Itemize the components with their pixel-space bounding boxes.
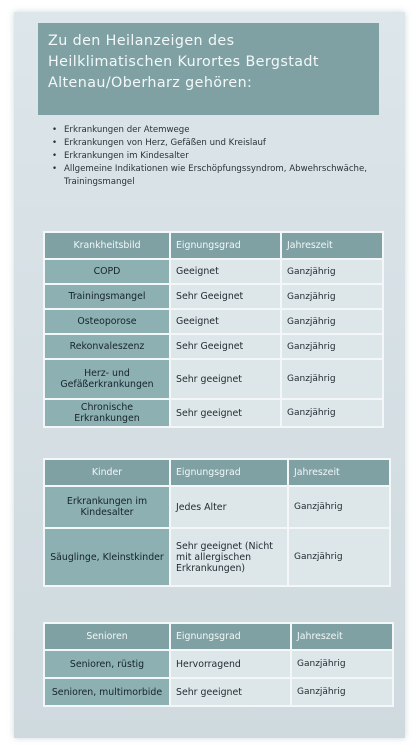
condition-cell: Osteoporose [44,309,170,334]
table-row [44,259,383,284]
column-header: Senioren [44,623,170,650]
table-row [44,359,383,399]
bullet-icon: • [52,164,58,174]
list-item [52,163,382,189]
season-cell: Ganzjährig [281,259,383,284]
condition-cell: Chronische Erkrankungen [44,399,170,427]
season-cell: Ganzjährig [288,486,390,528]
condition-cell: Herz- und Gefäßerkrankungen [44,359,170,399]
table-header-row [44,459,390,486]
table-header-row [44,232,383,259]
condition-cell: Senioren, rüstig [44,650,170,678]
list-item [52,150,382,163]
table-row [44,284,383,309]
list-item-text: Allgemeine Indikationen wie Erschöpfungssyndrom, Abwehrschwäche, Trainingsmangel [64,164,368,187]
column-header: Krankheitsbild [44,232,170,259]
list-item-text: Erkrankungen der Atemwege [64,125,190,135]
condition-cell: COPD [44,259,170,284]
condition-cell: Trainingsmangel [44,284,170,309]
suitability-cell: Sehr Geeignet [170,284,281,309]
bullet-icon: • [52,151,58,161]
table-row [44,650,393,678]
column-header: Eignungsgrad [170,232,281,259]
suitability-cell: Geeignet [170,259,281,284]
list-item-text: Erkrankungen von Herz, Gefäßen und Kreislauf [64,138,266,148]
suitability-cell: Sehr Geeignet [170,334,281,359]
bullet-icon: • [52,125,58,135]
condition-cell: Senioren, multimorbide [44,678,170,706]
indication-list [52,124,382,189]
bullet-icon: • [52,138,58,148]
list-item-text: Erkrankungen im Kindesalter [64,151,189,161]
condition-cell: Erkrankungen im Kindesalter [44,486,170,528]
table-row [44,528,390,586]
column-header: Eignungsgrad [170,459,288,486]
season-cell: Ganzjährig [291,650,393,678]
season-cell: Ganzjährig [281,359,383,399]
column-header: Kinder [44,459,170,486]
table-row [44,334,383,359]
list-item [52,137,382,150]
suitability-cell: Jedes Alter [170,486,288,528]
seniors-table [43,622,394,707]
children-table [43,458,391,587]
suitability-cell: Geeignet [170,309,281,334]
column-header: Jahreszeit [288,459,390,486]
condition-cell: Säuglinge, Kleinstkinder [44,528,170,586]
suitability-cell: Sehr geeignet (Nicht mit allergischen Erkrankungen) [170,528,288,586]
title-banner [38,23,379,115]
column-header: Jahreszeit [281,232,383,259]
suitability-cell: Sehr geeignet [170,359,281,399]
season-cell: Ganzjährig [281,334,383,359]
season-cell: Ganzjährig [281,399,383,427]
season-cell: Ganzjährig [291,678,393,706]
banner-line: Heilklimatischen Kurortes Bergstadt [48,54,319,70]
suitability-cell: Sehr geeignet [170,399,281,427]
column-header: Eignungsgrad [170,623,291,650]
column-header: Jahreszeit [291,623,393,650]
suitability-cell: Sehr geeignet [170,678,291,706]
table-row [44,309,383,334]
condition-cell: Rekonvaleszenz [44,334,170,359]
list-item [52,124,382,137]
table-row [44,399,383,427]
conditions-table [43,231,384,428]
banner-line: Altenau/Oberharz gehören: [48,75,253,91]
table-row [44,678,393,706]
banner-line: Zu den Heilanzeigen des [48,33,235,49]
season-cell: Ganzjährig [288,528,390,586]
season-cell: Ganzjährig [281,284,383,309]
season-cell: Ganzjährig [281,309,383,334]
table-header-row [44,623,393,650]
suitability-cell: Hervorragend [170,650,291,678]
table-row [44,486,390,528]
